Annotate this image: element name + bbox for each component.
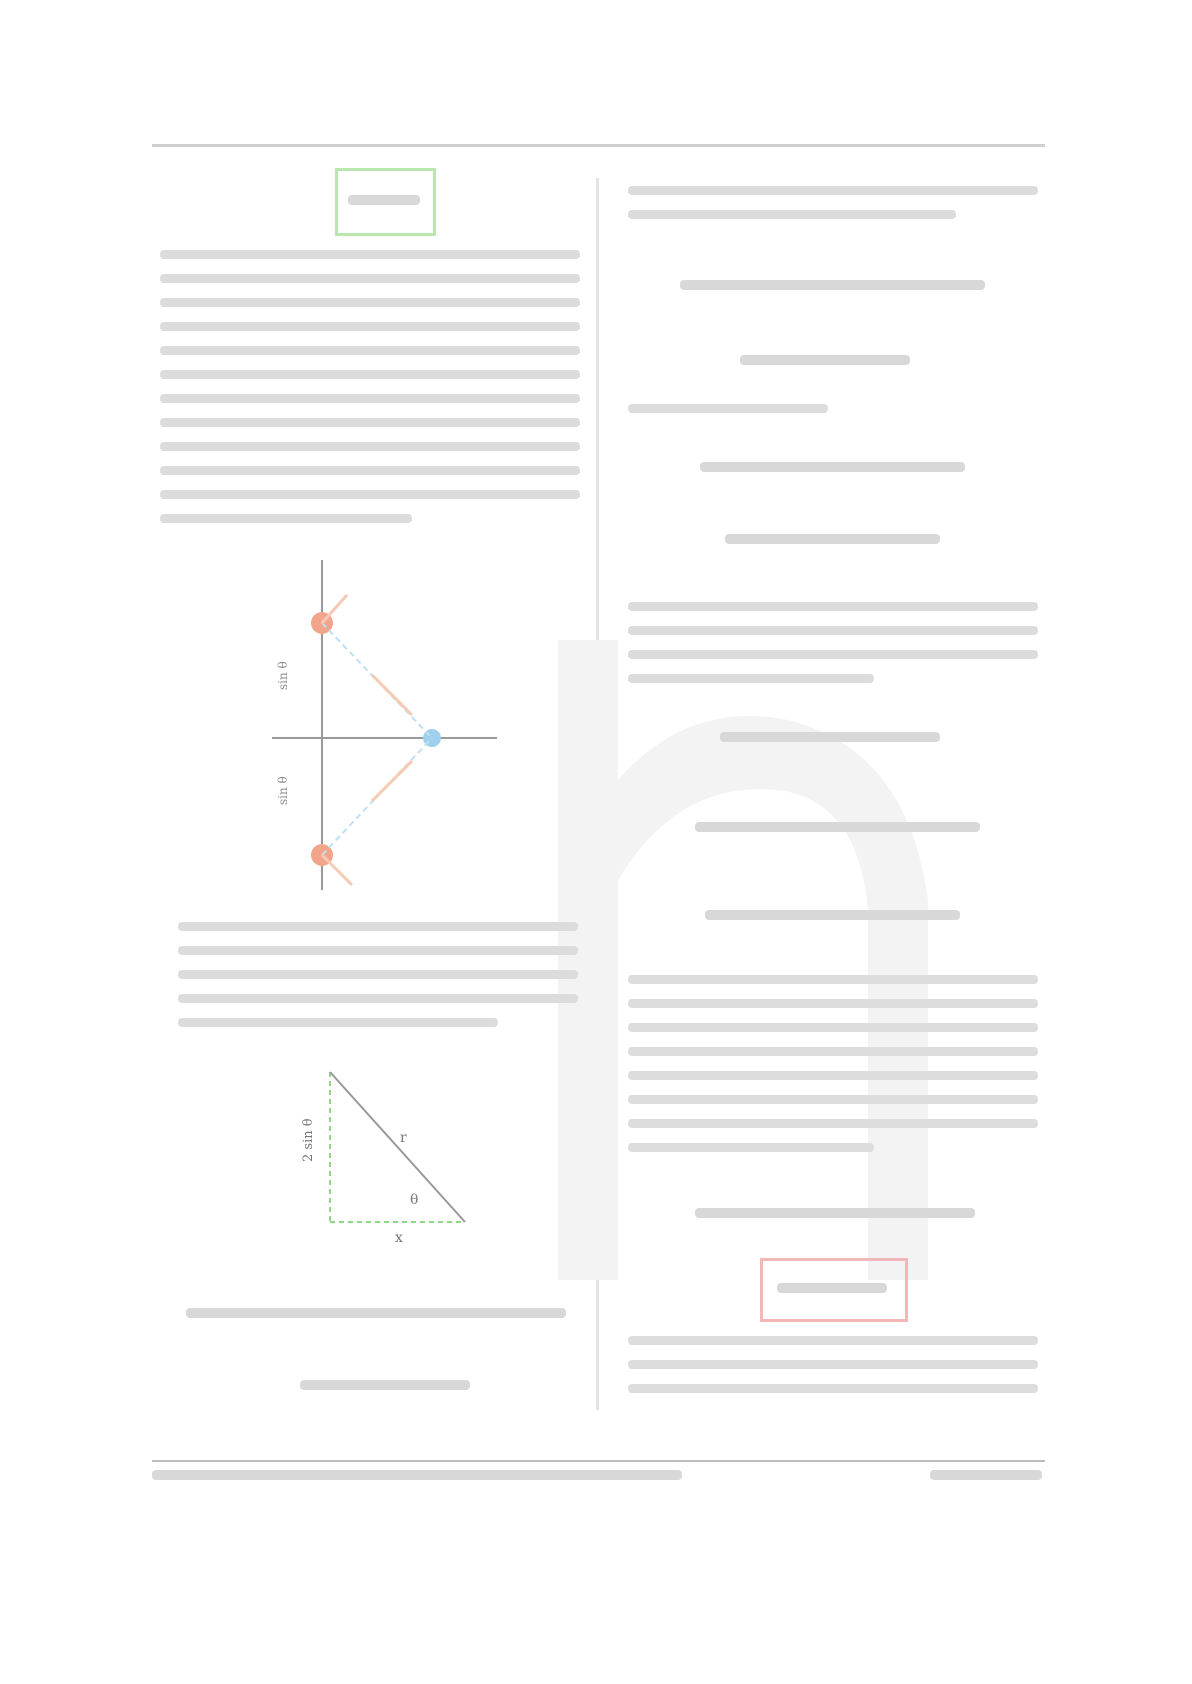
triangle-side-label: 2 sin θ — [301, 1118, 316, 1162]
column-divider — [596, 178, 599, 1410]
equation-force-x-1 — [700, 462, 965, 472]
equation-magnitude-1 — [720, 732, 940, 742]
equation-image — [348, 195, 420, 205]
top-rule — [152, 144, 1045, 147]
triangle-figure — [290, 1062, 480, 1247]
approximation-paragraph — [628, 975, 1038, 1167]
page-number — [930, 1470, 1042, 1480]
label-top-distance: sin θ — [276, 661, 290, 690]
footer-rule — [152, 1460, 1045, 1462]
equation-magnitude-3 — [705, 910, 960, 920]
footer-course-title — [152, 1470, 682, 1480]
closing-paragraph — [628, 1336, 1038, 1408]
equation-force-x-2 — [725, 534, 940, 544]
magnitude-paragraph — [628, 602, 1038, 698]
short-paragraph — [628, 404, 828, 428]
intro-paragraph-right — [628, 186, 1038, 234]
label-bottom-distance: sin θ — [276, 776, 290, 805]
equation-final — [777, 1283, 887, 1293]
boxed-equation-red — [760, 1258, 908, 1322]
triangle-angle-label: θ — [410, 1192, 419, 1208]
equation-cosine — [740, 355, 910, 365]
triangle-base-label: x — [395, 1230, 403, 1246]
charge-configuration-figure — [262, 555, 502, 905]
explanation-paragraph — [178, 922, 578, 1042]
equation-magnitude-2 — [695, 822, 980, 832]
equation-approximation — [695, 1208, 975, 1218]
equation-distance — [680, 280, 985, 290]
equation-field-component — [186, 1308, 566, 1318]
equation-field-result — [300, 1380, 470, 1390]
problem-paragraph — [160, 250, 580, 538]
triangle-hyp-label: r — [400, 1130, 407, 1146]
boxed-equation-green — [335, 168, 436, 236]
